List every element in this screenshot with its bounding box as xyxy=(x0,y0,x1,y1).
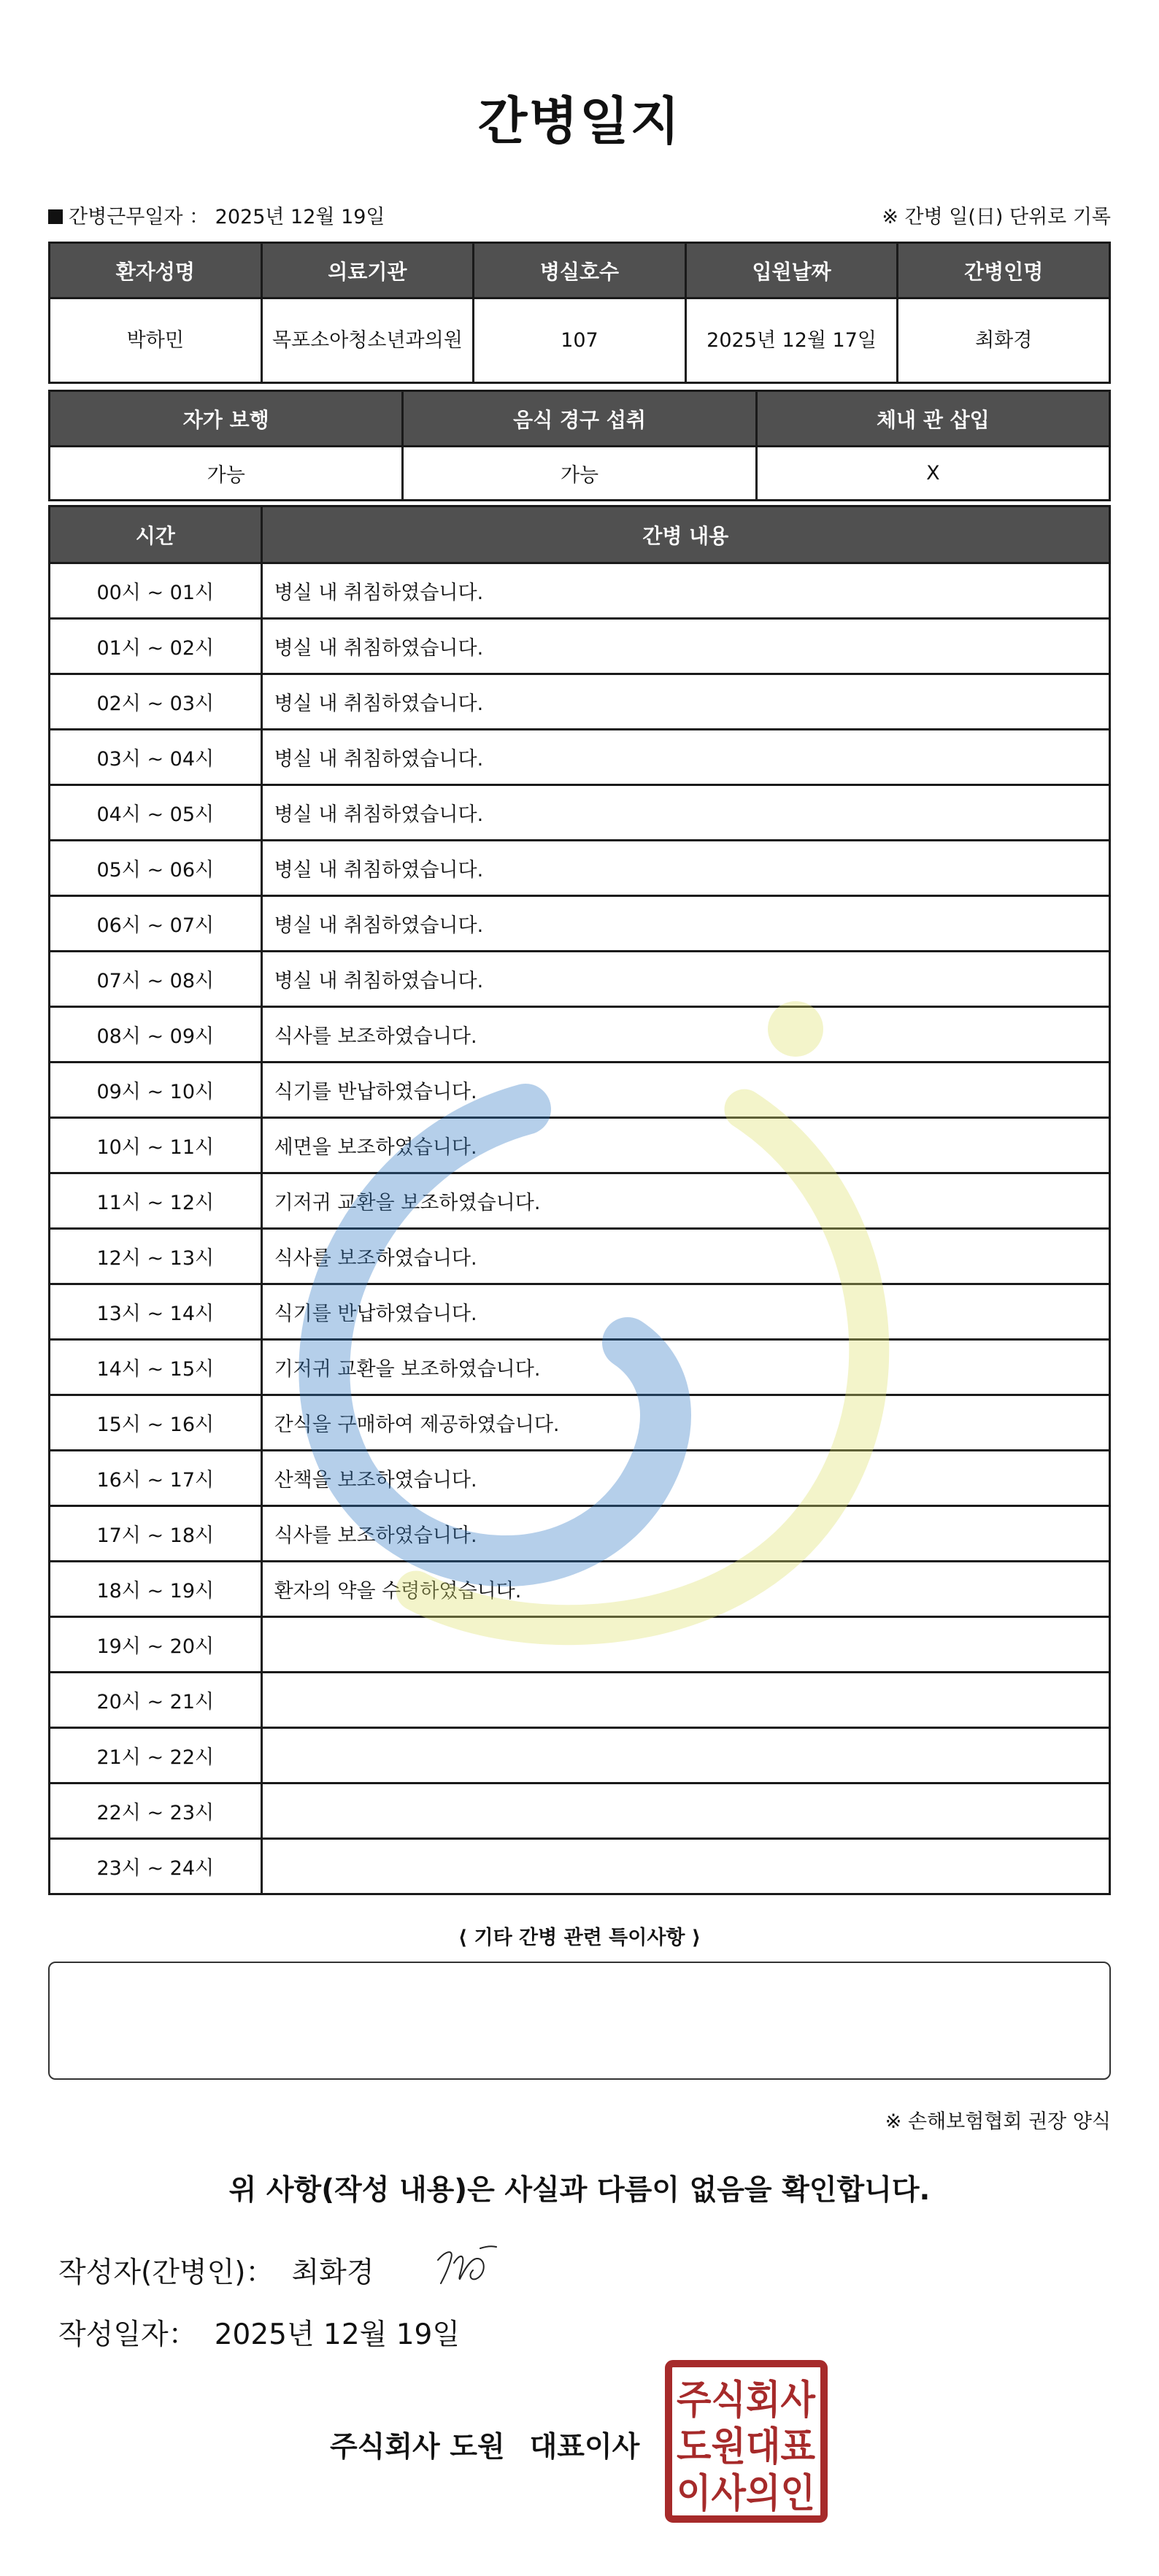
table-row xyxy=(50,1506,1110,1562)
company-name: 주식회사 도원 xyxy=(330,2431,505,2464)
table-row xyxy=(50,1395,1110,1451)
care-content-cell: 식기를 반납하였습니다. xyxy=(261,1063,1109,1118)
time-cell: 15시 ~ 16시 xyxy=(50,1395,262,1451)
care-content-cell: 병실 내 취침하였습니다. xyxy=(261,619,1109,674)
time-cell: 08시 ~ 09시 xyxy=(50,1007,262,1063)
table-row xyxy=(50,1229,1110,1284)
care-content-cell: 병실 내 취침하였습니다. xyxy=(261,674,1109,730)
care-content-cell xyxy=(261,1783,1109,1839)
header-self-walking: 자가 보행 xyxy=(50,391,403,447)
work-date-line xyxy=(48,201,385,229)
time-cell: 16시 ~ 17시 xyxy=(50,1451,262,1506)
time-cell: 10시 ~ 11시 xyxy=(50,1118,262,1173)
table-row xyxy=(50,1451,1110,1506)
header-tube-insertion: 체내 관 삽입 xyxy=(756,391,1109,447)
patient-status-header-row xyxy=(50,391,1110,447)
remarks-box xyxy=(48,1962,1111,2080)
care-content-cell xyxy=(261,1728,1109,1783)
care-content-cell: 산책을 보조하였습니다. xyxy=(261,1451,1109,1506)
header-time: 시간 xyxy=(50,506,262,563)
care-content-cell: 환자의 약을 수령하였습니다. xyxy=(261,1562,1109,1617)
seal-line-2: 도원대표 xyxy=(677,2423,815,2469)
time-cell: 23시 ~ 24시 xyxy=(50,1839,262,1894)
self-walking-value: 가능 xyxy=(50,447,403,501)
time-cell: 11시 ~ 12시 xyxy=(50,1173,262,1229)
seal-line-3: 이사의인 xyxy=(677,2470,815,2516)
time-cell: 18시 ~ 19시 xyxy=(50,1562,262,1617)
table-row xyxy=(50,785,1110,841)
time-cell: 03시 ~ 04시 xyxy=(50,730,262,785)
writer-line xyxy=(58,2250,374,2291)
company-seal-stamp xyxy=(664,2359,828,2523)
table-row xyxy=(50,841,1110,896)
time-cell: 20시 ~ 21시 xyxy=(50,1673,262,1728)
care-content-cell: 병실 내 취침하였습니다. xyxy=(261,563,1109,619)
header-caregiver-name: 간병인명 xyxy=(898,243,1110,298)
header-room-number: 병실호수 xyxy=(474,243,686,298)
handwritten-signature xyxy=(429,2238,509,2289)
time-cell: 12시 ~ 13시 xyxy=(50,1229,262,1284)
table-row xyxy=(50,619,1110,674)
time-cell: 07시 ~ 08시 xyxy=(50,952,262,1007)
remarks-title: ⟨ 기타 간병 관련 특이사항 ⟩ xyxy=(458,1927,701,1949)
patient-name: 박하민 xyxy=(50,298,262,383)
care-content-cell: 식사를 보조하였습니다. xyxy=(261,1229,1109,1284)
header-hospital: 의료기관 xyxy=(261,243,474,298)
oral-intake-value: 가능 xyxy=(403,447,756,501)
writer-label: 작성자(간병인)： xyxy=(58,2256,274,2289)
representative-title: 대표이사 xyxy=(529,2431,640,2464)
time-cell: 05시 ~ 06시 xyxy=(50,841,262,896)
table-row xyxy=(50,896,1110,952)
time-cell: 19시 ~ 20시 xyxy=(50,1617,262,1673)
room-number: 107 xyxy=(474,298,686,383)
header-oral-intake: 음식 경구 섭취 xyxy=(403,391,756,447)
care-content-cell: 병실 내 취침하였습니다. xyxy=(261,730,1109,785)
care-content-cell xyxy=(261,1617,1109,1673)
care-content-cell: 병실 내 취침하였습니다. xyxy=(261,952,1109,1007)
care-log-header-row xyxy=(50,506,1110,563)
company-line xyxy=(330,2424,639,2465)
patient-status-table xyxy=(48,390,1111,501)
patient-info-header-row xyxy=(50,243,1110,298)
caregiver-name: 최화경 xyxy=(898,298,1110,383)
work-date-value: 2025년 12월 19일 xyxy=(215,206,385,228)
care-content-cell: 식사를 보조하였습니다. xyxy=(261,1506,1109,1562)
care-content-cell: 병실 내 취침하였습니다. xyxy=(261,841,1109,896)
writer-name: 최화경 xyxy=(291,2256,374,2289)
table-row xyxy=(50,1617,1110,1673)
care-content-cell: 기저귀 교환을 보조하였습니다. xyxy=(261,1173,1109,1229)
square-bullet-icon xyxy=(48,209,63,224)
time-cell: 09시 ~ 10시 xyxy=(50,1063,262,1118)
care-content-cell: 식사를 보조하였습니다. xyxy=(261,1007,1109,1063)
table-row xyxy=(50,563,1110,619)
patient-info-table xyxy=(48,242,1111,384)
care-content-cell xyxy=(261,1673,1109,1728)
time-cell: 04시 ~ 05시 xyxy=(50,785,262,841)
table-row xyxy=(50,730,1110,785)
care-content-cell: 기저귀 교환을 보조하였습니다. xyxy=(261,1340,1109,1395)
care-content-cell: 식기를 반납하였습니다. xyxy=(261,1284,1109,1340)
record-unit-note: ※ 간병 일(日) 단위로 기록 xyxy=(882,206,1111,228)
care-content-cell xyxy=(261,1839,1109,1894)
hospital-name: 목포소아청소년과의원 xyxy=(261,298,474,383)
patient-status-value-row xyxy=(50,447,1110,501)
care-log-table xyxy=(48,505,1111,1895)
written-date-value: 2025년 12월 19일 xyxy=(214,2318,461,2351)
time-cell: 22시 ~ 23시 xyxy=(50,1783,262,1839)
table-row xyxy=(50,1063,1110,1118)
admission-date: 2025년 12월 17일 xyxy=(685,298,898,383)
confirmation-statement: 위 사항(작성 내용)은 사실과 다름이 없음을 확인합니다. xyxy=(228,2174,931,2207)
time-cell: 00시 ~ 01시 xyxy=(50,563,262,619)
table-row xyxy=(50,1783,1110,1839)
header-patient-name: 환자성명 xyxy=(50,243,262,298)
table-row xyxy=(50,952,1110,1007)
time-cell: 02시 ~ 03시 xyxy=(50,674,262,730)
table-row xyxy=(50,1007,1110,1063)
care-content-cell: 병실 내 취침하였습니다. xyxy=(261,785,1109,841)
table-row xyxy=(50,1562,1110,1617)
time-cell: 21시 ~ 22시 xyxy=(50,1728,262,1783)
form-source-note: ※ 손해보험협회 권장 양식 xyxy=(885,2110,1111,2133)
table-row xyxy=(50,1839,1110,1894)
header-admission-date: 입원날짜 xyxy=(685,243,898,298)
table-row xyxy=(50,1118,1110,1173)
table-row xyxy=(50,1728,1110,1783)
header-care-content: 간병 내용 xyxy=(261,506,1109,563)
time-cell: 14시 ~ 15시 xyxy=(50,1340,262,1395)
written-date-label: 작성일자： xyxy=(58,2318,197,2351)
care-content-cell: 간식을 구매하여 제공하였습니다. xyxy=(261,1395,1109,1451)
document-title: 간병일지 xyxy=(477,91,682,151)
time-cell: 01시 ~ 02시 xyxy=(50,619,262,674)
table-row xyxy=(50,674,1110,730)
care-content-cell: 병실 내 취침하였습니다. xyxy=(261,896,1109,952)
tube-insertion-value: X xyxy=(756,447,1109,501)
table-row xyxy=(50,1284,1110,1340)
time-cell: 17시 ~ 18시 xyxy=(50,1506,262,1562)
seal-line-1: 주식회사 xyxy=(677,2377,816,2423)
table-row xyxy=(50,1173,1110,1229)
table-row xyxy=(50,1340,1110,1395)
care-content-cell: 세면을 보조하였습니다. xyxy=(261,1118,1109,1173)
time-cell: 06시 ~ 07시 xyxy=(50,896,262,952)
patient-info-value-row xyxy=(50,298,1110,383)
time-cell: 13시 ~ 14시 xyxy=(50,1284,262,1340)
table-row xyxy=(50,1673,1110,1728)
work-date-label: 간병근무일자 ： xyxy=(69,206,209,228)
written-date-line xyxy=(58,2312,460,2353)
